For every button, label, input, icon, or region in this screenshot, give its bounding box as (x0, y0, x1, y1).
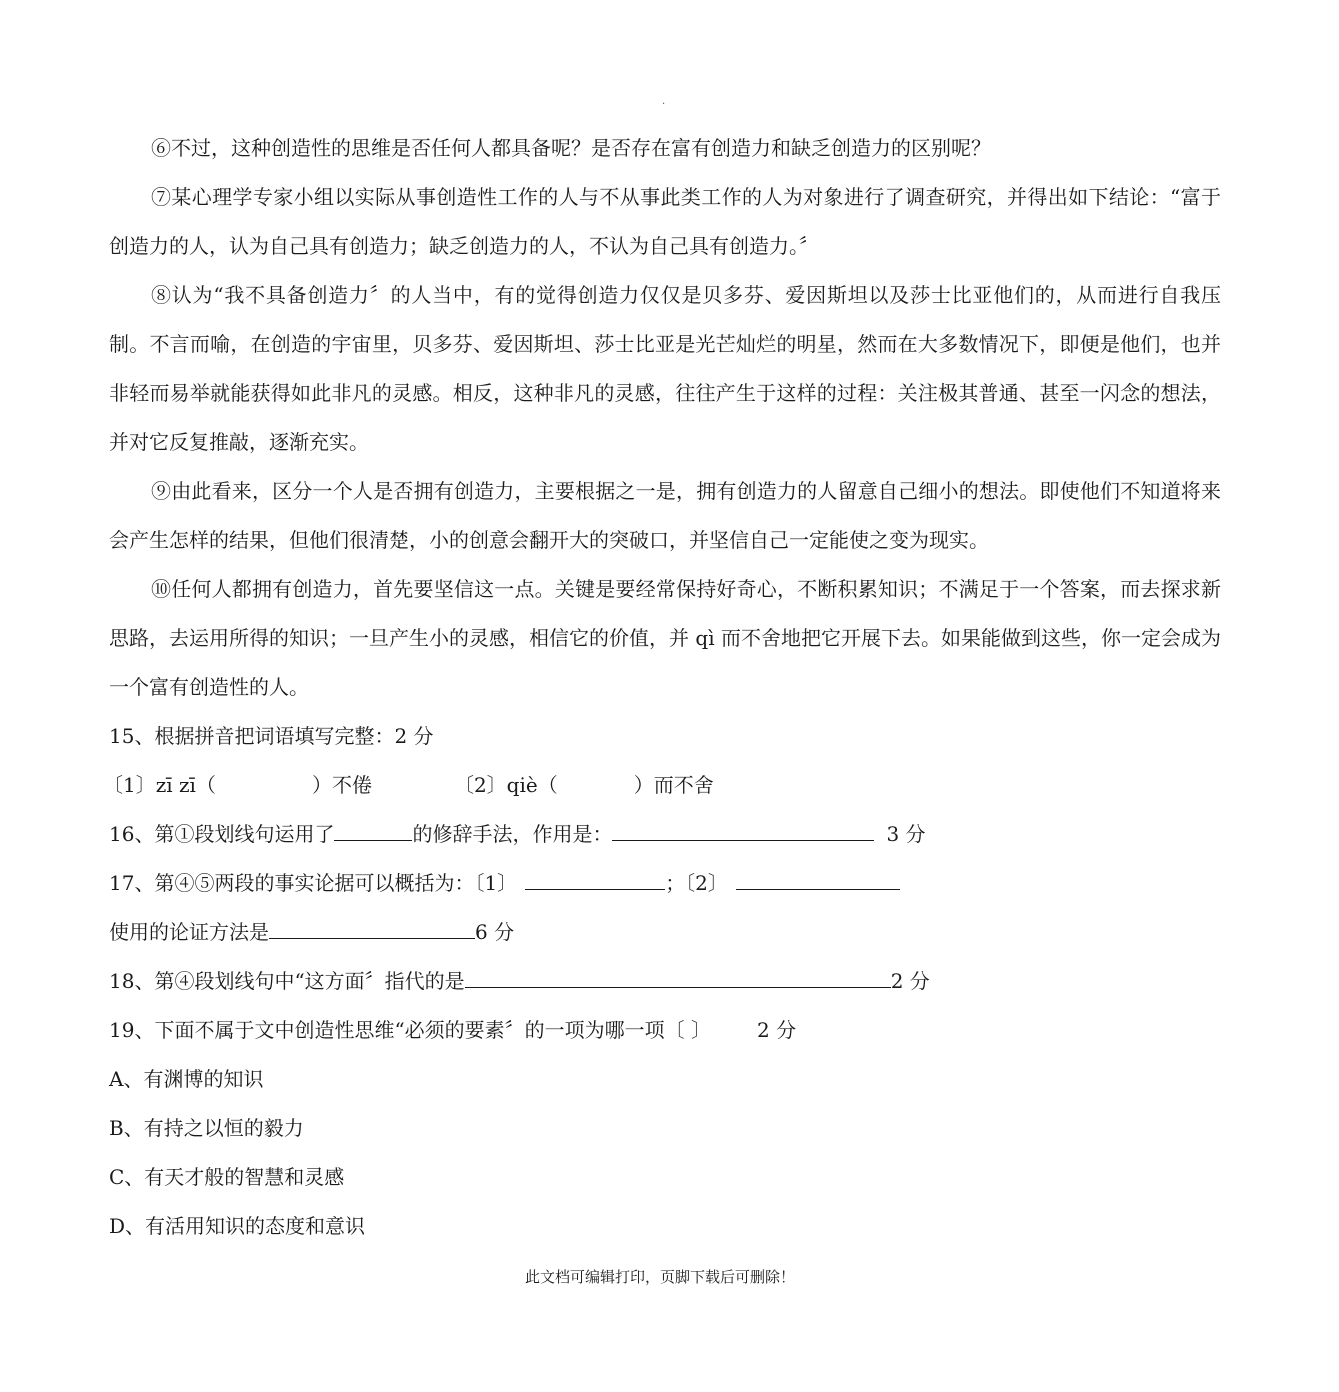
q17-prefix: 17、第④⑤两段的事实论据可以概括为：〔1〕 (109, 871, 518, 895)
paragraph-8: ⑧认为“我不具备创造力〞的人当中，有的觉得创造力仅仅是贝多芬、爱因斯坦以及莎士比亚他们的，从而进行自我压制。不言而喻，在创造的宇宙里，贝多芬、爱因斯坦、莎士比亚是光芒灿烂的明星，然而在大多数情况下，即便是他们，也并非轻而易举就能获得如此非凡的灵感。相反，这种非凡的灵感，往往产生于这样的过程：关注极其普通、甚至一闪念的想法，并对它反复推敲，逐渐充实。 (109, 283, 1221, 454)
question-15-stem: 15、根据拼音把词语填写完整：2 分 (109, 724, 434, 748)
question-15-items (103, 761, 1221, 810)
paragraph-6: ⑥不过，这种创造性的思维是否任何人都具备呢？是否存在富有创造力和缺乏创造力的区别呢？ (151, 136, 991, 160)
q16-prefix: 16、第①段划线句运用了 (109, 822, 335, 846)
q19-option-d[interactable]: D、有活用知识的态度和意识 (109, 1214, 366, 1238)
paragraph-9: ⑨由此看来，区分一个人是否拥有创造力，主要根据之一是，拥有创造力的人留意自己细小的想法。即使他们不知道将来会产生怎样的结果，但他们很清楚，小的创意会翻开大的突破口，并坚信自己一定能使之变为现实。 (109, 479, 1221, 552)
header-mark: . (662, 96, 666, 107)
question-16 (109, 810, 1221, 859)
q19-stem: 19、下面不属于文中创造性思维“必须的要素〞的一项为哪一项〔 〕 (109, 1018, 712, 1042)
q17-score: 6 分 (475, 920, 515, 944)
document-body (103, 124, 1221, 1251)
paragraph-10: ⑩任何人都拥有创造力，首先要坚信这一点。关键是要经常保持好奇心，不断积累知识；不满足于一个答案，而去探求新思路，去运用所得的知识；一旦产生小的灵感，相信它的价值，并 qì 而不舍地把它开展下去。如果能做到这些，你一定会成为一个富有创造性的人。 (109, 577, 1221, 699)
q16-middle: 的修辞手法，作用是： (412, 822, 613, 846)
q19-option-b[interactable]: B、有持之以恒的毅力 (109, 1116, 304, 1140)
q15-item2-suffix: ）而不舍 (633, 773, 714, 797)
q15-item2-prefix: 〔2〕qiè（ (453, 773, 558, 797)
q16-score: 3 分 (886, 822, 926, 846)
q16-blank-device[interactable] (334, 818, 412, 841)
q18-score: 2 分 (890, 969, 930, 993)
q18-blank[interactable] (465, 965, 891, 988)
question-19-stem (109, 1006, 1221, 1055)
question-18 (109, 957, 1221, 1006)
q17-blank-1[interactable] (525, 867, 665, 890)
q17-blank-method[interactable] (269, 916, 475, 939)
question-17 (109, 859, 1221, 908)
q17-blank-2[interactable] (736, 867, 900, 890)
q19-score: 2 分 (757, 1018, 797, 1042)
q17-sep: ；〔2〕 (665, 871, 728, 895)
q18-prefix: 18、第④段划线句中“这方面〞指代的是 (109, 969, 465, 993)
q15-item1-prefix: 〔1〕zī zī（ (103, 773, 216, 797)
q19-option-a[interactable]: A、有渊博的知识 (109, 1067, 264, 1091)
q17-method-prefix: 使用的论证方法是 (109, 920, 269, 944)
paragraph-7: ⑦某心理学专家小组以实际从事创造性工作的人与不从事此类工作的人为对象进行了调查研究，并得出如下结论：“富于创造力的人，认为自己具有创造力；缺乏创造力的人，不认为自己具有创造力。〞 (109, 185, 1221, 258)
page-footer: 此文档可编辑打印，页脚下载后可删除！ (524, 1268, 795, 1286)
q19-option-c[interactable]: C、有天才般的智慧和灵感 (109, 1165, 345, 1189)
q15-item1-suffix: ）不倦 (311, 773, 372, 797)
q16-blank-effect[interactable] (612, 818, 874, 841)
question-17-method (109, 908, 1221, 957)
